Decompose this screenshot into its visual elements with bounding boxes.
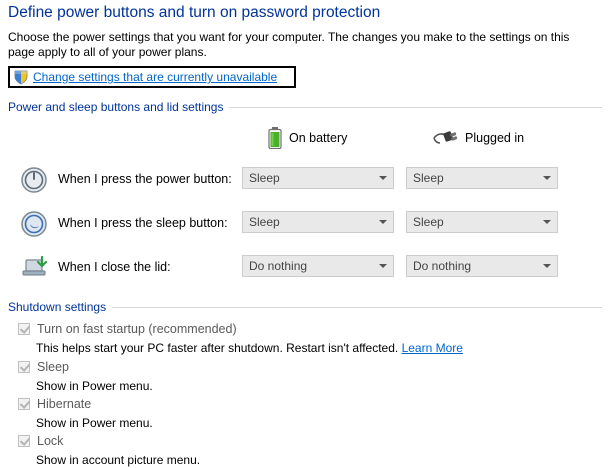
description-sleep: Show in Power menu. (36, 379, 153, 393)
section-label-buttons-lid: Power and sleep buttons and lid settings (8, 100, 224, 114)
setting-row-close-lid (0, 250, 610, 286)
sleep-button-plugged-in-value: Sleep (413, 215, 444, 229)
battery-icon (268, 127, 282, 149)
chevron-down-icon (379, 220, 387, 224)
learn-more-link[interactable]: Learn More (401, 341, 463, 355)
checkbox-icon[interactable] (18, 361, 30, 373)
power-button-icon (20, 166, 48, 194)
setting-label-close-lid: When I close the lid: (58, 260, 171, 274)
sleep-button-icon (20, 210, 48, 238)
column-header-plugged-in-label: Plugged in (465, 131, 525, 145)
description-fast-startup-text: This helps start your PC faster after shutdown. Restart isn't affected. (36, 341, 399, 355)
description-hibernate: Show in Power menu. (36, 416, 153, 430)
shield-icon (14, 70, 28, 85)
sleep-button-on-battery-select[interactable] (242, 211, 394, 233)
power-button-plugged-in-select[interactable] (406, 167, 558, 189)
chevron-down-icon (379, 264, 387, 268)
checkbox-label-sleep: Sleep (37, 360, 69, 374)
chevron-down-icon (379, 176, 387, 180)
section-header-buttons-lid (8, 100, 602, 114)
close-lid-on-battery-value: Do nothing (249, 259, 308, 273)
setting-row-power-button (0, 162, 610, 198)
description-lock: Show in account picture menu. (36, 453, 201, 467)
close-lid-on-battery-select[interactable] (242, 255, 394, 277)
checkbox-lock[interactable] (18, 434, 63, 448)
change-settings-link[interactable]: Change settings that are currently unavailable (33, 70, 278, 84)
checkbox-label-lock: Lock (37, 434, 64, 448)
column-headers (0, 125, 610, 151)
checkbox-icon[interactable] (18, 398, 30, 410)
checkbox-icon[interactable] (18, 435, 30, 447)
column-header-plugged-in (432, 129, 524, 147)
change-settings-highlight-box (8, 66, 296, 88)
checkbox-label-fast-startup: Turn on fast startup (recommended) (37, 322, 237, 336)
setting-label-power-button: When I press the power button: (58, 172, 232, 186)
setting-row-sleep-button (0, 206, 610, 242)
checkbox-fast-startup[interactable] (18, 322, 237, 336)
page-intro-text: Choose the power settings that you want for your computer. The changes you make to the settings on this page apply to all of your power plans. (8, 30, 570, 59)
chevron-down-icon (543, 264, 551, 268)
page-title: Define power buttons and turn on password protection (8, 4, 381, 21)
column-header-on-battery-label: On battery (289, 131, 348, 145)
power-button-on-battery-value: Sleep (249, 171, 280, 185)
close-lid-plugged-in-value: Do nothing (413, 259, 472, 273)
power-button-on-battery-select[interactable] (242, 167, 394, 189)
checkbox-sleep[interactable] (18, 360, 69, 374)
description-fast-startup (36, 341, 463, 355)
laptop-lid-icon (20, 254, 48, 282)
chevron-down-icon (543, 176, 551, 180)
section-label-shutdown: Shutdown settings (8, 300, 107, 314)
section-header-shutdown (8, 300, 602, 314)
checkbox-hibernate[interactable] (18, 397, 91, 411)
column-header-on-battery (268, 127, 347, 149)
close-lid-plugged-in-select[interactable] (406, 255, 558, 277)
checkbox-label-hibernate: Hibernate (37, 397, 92, 411)
setting-label-sleep-button: When I press the sleep button: (58, 216, 228, 230)
section-divider (229, 107, 602, 108)
sleep-button-on-battery-value: Sleep (249, 215, 280, 229)
chevron-down-icon (543, 220, 551, 224)
power-plug-icon (432, 129, 458, 147)
section-divider (112, 307, 602, 308)
sleep-button-plugged-in-select[interactable] (406, 211, 558, 233)
checkbox-icon[interactable] (18, 323, 30, 335)
power-button-plugged-in-value: Sleep (413, 171, 444, 185)
